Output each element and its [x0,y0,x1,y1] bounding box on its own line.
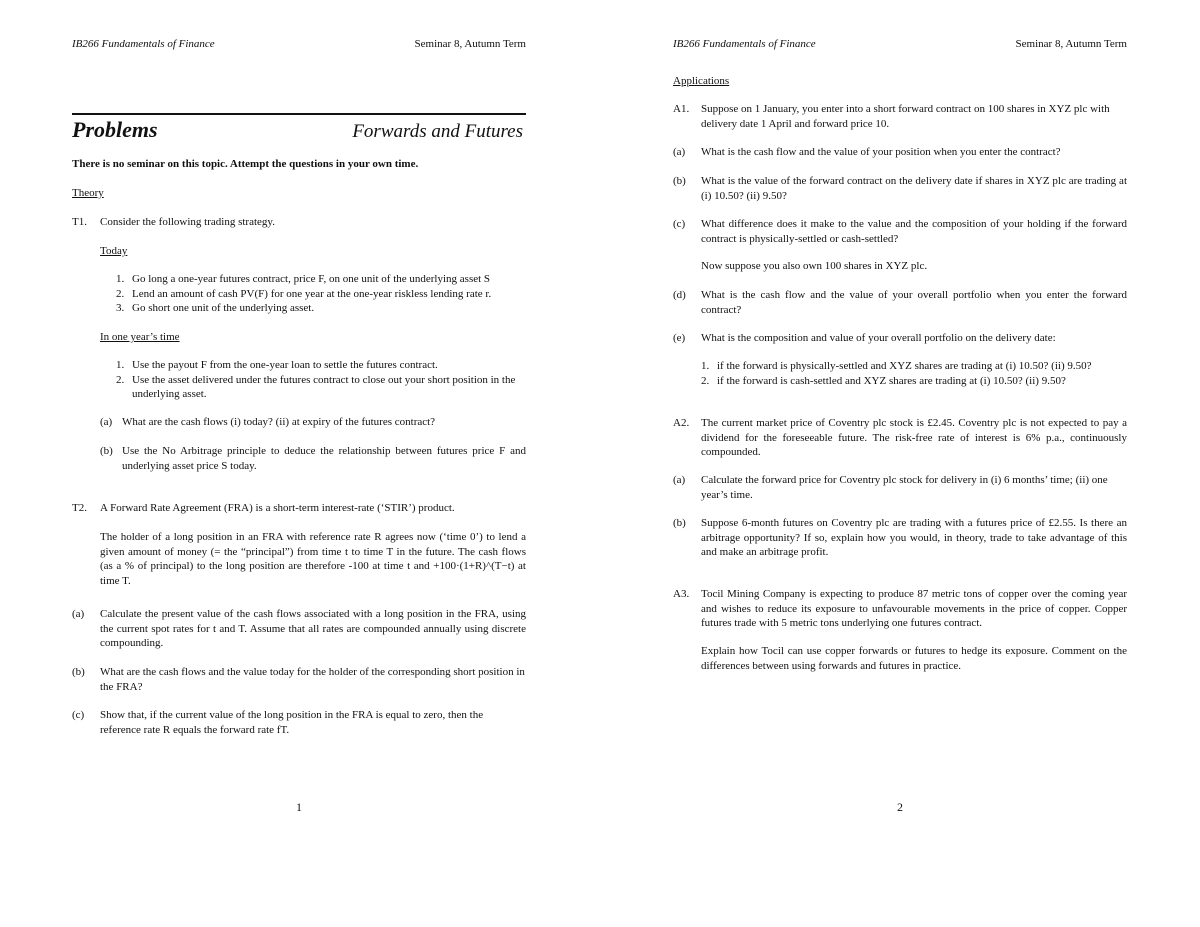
t2-qc: Show that, if the current value of the long position in the FRA is equal to zero, then the reference rate R equals the forward rate fT. [100,709,484,736]
header-term: Seminar 8, Autumn Term [414,38,526,50]
list-item: 1. if the forward is physically-settled and XYZ shares are trading at (i) 10.50? (ii) 9.50? [701,360,1092,372]
applications-heading: Applications [673,75,730,87]
t2-qc-label: (c) [72,709,85,721]
t2-qb-label: (b) [72,666,85,678]
t1-today-heading: Today [100,245,128,257]
t1-qb: Use the No Arbitrage principle to deduce the relationship between futures price F and underlying asset price S today. [122,445,526,472]
a1-qd-label: (d) [673,289,686,301]
list-item: 1. Go long a one-year futures contract, price F, on one unit of the underlying asset S [116,273,491,285]
t1-qb-label: (b) [100,445,113,457]
t1-label: T1. [72,216,87,228]
header-course: IB266 Fundamentals of Finance [72,38,215,50]
page-number-2: 2 [897,800,903,814]
t1-intro: Consider the following trading strategy. [100,216,275,228]
t1-today-list [116,272,526,316]
a2-intro: The current market price of Coventry plc stock is £2.45. Coventry plc is not expected to pay a dividend for the foreseeable future. The risk-free rate of interest is 6% p.a., continuously compounded. [701,417,1127,458]
a2-qb-label: (b) [673,517,686,529]
page-2 [600,0,1200,927]
header-term: Seminar 8, Autumn Term [1015,38,1127,50]
a1-suppose: Now suppose you also own 100 shares in XYZ plc. [701,260,928,272]
a1-label: A1. [673,103,690,115]
list-item: 3. Go short one unit of the underlying asset. [116,302,315,314]
a2-qa: Calculate the forward price for Coventry plc stock for delivery in (i) 6 months’ time; (ii) one year’s time. [701,474,1108,501]
a2-qb: Suppose 6-month futures on Coventry plc are trading with a futures price of £2.55. Is there an arbitrage opportunity? If so, explain how you would, in theory, trade to take advantage of this and make an arbitrage profit. [701,517,1127,558]
a1-qb-label: (b) [673,175,686,187]
a1-qe-label: (e) [673,332,686,344]
a1-qd: What is the cash flow and the value of your overall portfolio when you enter the forward contract? [701,289,1127,316]
a1-qe-list [701,359,1127,388]
title-rule [72,113,526,115]
page-number-1: 1 [296,800,302,814]
t2-qa: Calculate the present value of the cash flows associated with a long position in the FRA, using the current spot rates for t and T. Assume that all rates are compounded annually using discrete compounding. [100,608,526,649]
list-item: 1. Use the payout F from the one-year loan to settle the futures contract. [116,359,438,371]
a1-qa-label: (a) [673,146,686,158]
t1-qa-label: (a) [100,416,113,428]
a3-intro: Tocil Mining Company is expecting to produce 87 metric tons of copper over the coming year and wishes to reduce its exposure to unfavourable movements in the price of copper. Copper futures trade with 5 metric tons underlying one futures contract. [701,588,1127,629]
a1-qe: What is the composition and value of your overall portfolio on the delivery date: [701,332,1056,344]
list-item: 2. Lend an amount of cash PV(F) for one year at the one-year riskless lending rate r. [116,287,492,300]
page-subtitle: Forwards and Futures [352,121,523,142]
a2-label: A2. [673,417,690,429]
list-item: 2. if the forward is cash-settled and XYZ shares are trading at (i) 10.50? (ii) 9.50? [701,374,1066,387]
header-course: IB266 Fundamentals of Finance [673,38,816,50]
a1-qb: What is the value of the forward contract on the delivery date if shares in XYZ plc are trading at (i) 10.50? (ii) 9.50? [701,175,1127,202]
t2-label: T2. [72,502,87,514]
a1-qc-label: (c) [673,218,686,230]
t1-later-heading: In one year’s time [100,331,180,343]
a3-label: A3. [673,588,690,600]
theory-heading: Theory [72,187,104,199]
t1-later-list [116,358,526,402]
list-item: 2. Use the asset delivered under the futures contract to close out your short position in the underlying asset. [116,373,516,400]
t2-para: The holder of a long position in an FRA with reference rate R agrees now (‘time 0’) to lend a given amount of money (= the “principal”) from time t to time T in the future. The cash flows (as a % of principal) to the long position are therefore -100 at time t and +100·(1+R)^(T−t) at time T. [100,531,526,587]
a3-para: Explain how Tocil can use copper forwards or futures to hedge its exposure. Comment on the differences between using forwards and futures in practice. [701,645,1127,672]
t1-qa: What are the cash flows (i) today? (ii) at expiry of the futures contract? [122,416,436,428]
a1-intro: Suppose on 1 January, you enter into a short forward contract on 100 shares in XYZ plc with delivery date 1 April and forward price 10. [701,103,1110,130]
page-title: Problems [72,117,158,142]
t2-intro: A Forward Rate Agreement (FRA) is a short-term interest-rate (‘STIR’) product. [100,502,455,514]
a1-qa: What is the cash flow and the value of your position when you enter the contract? [701,146,1061,158]
notice: There is no seminar on this topic. Attempt the questions in your own time. [72,158,419,170]
t2-qa-label: (a) [72,608,85,620]
a1-qc: What difference does it make to the value and the composition of your holding if the forward contract is physically-settled or cash-settled? [701,218,1127,245]
t2-qb: What are the cash flows and the value today for the holder of the corresponding short position in the FRA? [100,666,525,693]
a2-qa-label: (a) [673,474,686,486]
